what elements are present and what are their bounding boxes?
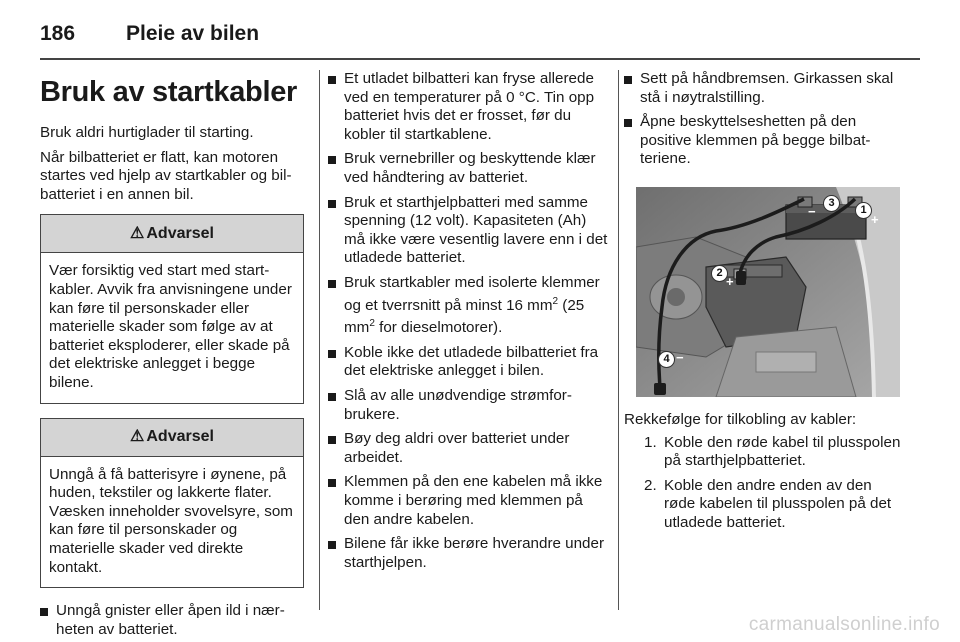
warning-header <box>41 419 303 457</box>
jump-start-illustration <box>636 187 900 397</box>
bullet-text: Koble ikke det utladede bilbatteriet fra det elektriske anlegget i bilen. <box>344 343 599 380</box>
bullet-text: Åpne beskyttelseshetten på den positive klemmen på begge bilbatteriene. <box>640 113 871 168</box>
bullet-text: Unngå gnister eller åpen ild i nærheten av batteriet. <box>56 602 285 638</box>
section-title: Bruk av startkabler <box>40 76 298 108</box>
header-rule <box>40 58 920 60</box>
bullet-item <box>328 150 608 187</box>
bullet-square-icon <box>624 119 632 127</box>
bullet-item <box>624 113 906 169</box>
bullet-text: Klemmen på den ene kabelen må ikke komme i berøring med klemmen på den andre kabelen. <box>344 473 603 528</box>
bullet-square-icon <box>328 479 336 487</box>
bullet-square-icon <box>328 200 336 208</box>
bullet-item <box>328 473 608 529</box>
bullet-item <box>328 430 608 467</box>
bullet-square-icon <box>328 156 336 164</box>
warning-box <box>40 214 304 403</box>
bullet-item <box>328 70 608 144</box>
bullet-text: Bøy deg aldri over batteriet under arbeidet. <box>344 430 570 466</box>
warning-text: Unngå å få batterisyre i øynene, på huden, tekstiler og lakkerte flater. Væsken inneholder svovelsyre, som kan føre til personskader og materielle skader ved direkte kontakt. <box>49 465 293 576</box>
bullet-square-icon <box>624 76 632 84</box>
bullet-text: Bruk startkabler med isolerte klemmer og et tverrsnitt på minst 16 mm <box>344 273 600 314</box>
sequence-lead: Rekkefølge for tilkobling av kabler: <box>624 410 857 428</box>
warning-icon: ⚠ <box>130 224 145 242</box>
bullet-text: Slå av alle unødvendige strømforbrukere. <box>344 387 572 423</box>
chapter-title: Pleie av bilen <box>126 22 260 45</box>
column-3 <box>624 70 906 539</box>
bullet-square-icon <box>328 76 336 84</box>
warning-icon: ⚠ <box>130 427 145 445</box>
bullet-square-icon <box>328 350 336 358</box>
bullet-item-cables <box>328 274 608 338</box>
callout-marker: 1 <box>855 202 872 219</box>
bullet-text: Bruk vernebriller og beskyttende klær ved håndtering av batteriet. <box>344 150 596 186</box>
bullet-item <box>328 535 608 572</box>
bullet-square-icon <box>328 393 336 401</box>
bullet-text: Bilene får ikke berøre hverandre under starthjelpen. <box>344 535 605 571</box>
warning-header <box>41 215 303 253</box>
numbered-step <box>624 434 906 471</box>
plus-sign-icon: + <box>726 273 734 289</box>
column-divider-2 <box>618 70 619 610</box>
column-divider-1 <box>319 70 320 610</box>
bullet-item <box>40 602 304 639</box>
bullet-text: (25 mm <box>344 296 585 337</box>
callout-marker: 3 <box>823 195 840 212</box>
step-number: 1. <box>644 433 657 451</box>
bullet-square-icon <box>328 280 336 288</box>
bullet-item <box>328 194 608 268</box>
step-text: Koble den røde kabel til plusspolen på starthjelpbatteriet. <box>664 433 901 470</box>
page-header <box>40 14 920 54</box>
plus-sign-icon: + <box>871 211 879 227</box>
warning-title: Advarsel <box>146 427 214 445</box>
numbered-step <box>624 477 906 533</box>
intro-paragraph: Bruk aldri hurtiglader til starting. <box>40 124 254 141</box>
bullet-square-icon <box>328 436 336 444</box>
bullet-item <box>624 70 906 107</box>
superscript: 2 <box>369 318 375 330</box>
superscript: 2 <box>552 295 559 307</box>
minus-sign-icon: − <box>808 203 816 219</box>
minus-sign-icon: − <box>676 349 684 365</box>
bullet-item <box>328 344 608 381</box>
column-2 <box>328 70 608 578</box>
bullet-text: Sett på håndbremsen. Girkassen skal stå i nøytralstilling. <box>640 70 894 106</box>
page-number: 186 <box>40 22 76 45</box>
intro-paragraph: Når bilbatteriet er flatt, kan motoren startes ved hjelp av startkabler og bilbatteriet i en annen bil. <box>40 148 292 203</box>
bullet-text: for dieselmotorer). <box>374 319 503 337</box>
callout-marker: 2 <box>711 265 728 282</box>
step-number: 2. <box>644 476 657 494</box>
warning-box <box>40 418 304 589</box>
watermark: carmanualsonline.info <box>748 614 940 635</box>
warning-title: Advarsel <box>146 224 214 242</box>
bullet-item <box>328 387 608 424</box>
warning-text: Vær forsiktig ved start med startkabler. Avvik fra anvisningene under kan føre til personskader eller materielle skader som følge av at batteriet eksploderer, eller skade på det elektriske anlegget i begge bilene. <box>49 262 292 391</box>
column-1 <box>40 70 304 642</box>
bullet-text: Bruk et starthjelpbatteri med samme spenning (12 volt). Kapasiteten (Ah) må ikke være vesentlig lavere enn i det utladede batteriet. <box>344 193 608 267</box>
step-text: Koble den andre enden av den røde kabelen til plusspolen på det utladede batteriet. <box>664 476 892 531</box>
callout-marker: 4 <box>658 351 675 368</box>
bullet-text: Et utladet bilbatteri kan fryse allerede ved en temperaturer på 0 °C. Tin opp batteriet hvis det er frosset, før du kobler til startkablene. <box>344 70 595 143</box>
bullet-square-icon <box>328 541 336 549</box>
bullet-square-icon <box>40 608 48 616</box>
